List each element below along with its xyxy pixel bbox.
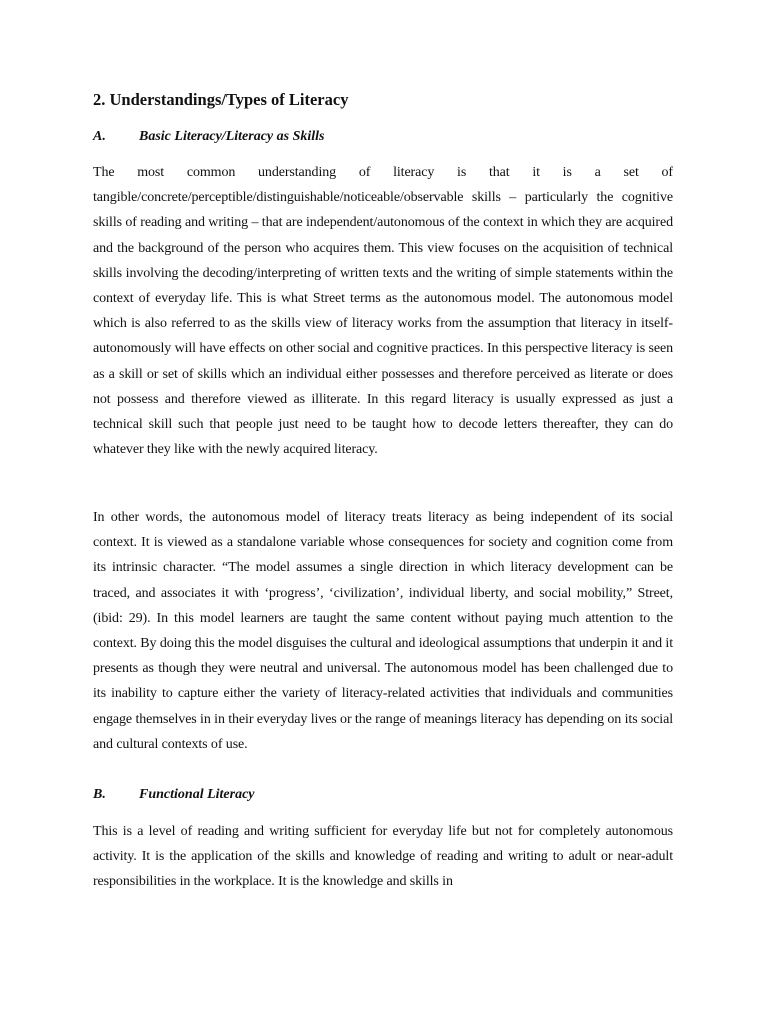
paragraph-basic-literacy: The most common understanding of literacy is that it is a set of tangible/concrete/perceptible/distinguishable/noticeable/observable skills – particularly the cognitive skills of reading and writing – that are independent/autonomous of the context in which they are acquired and the background of the person who acquires them. This view focuses on the acquisition of technical skills involving the decoding/interpreting of written texts and the writing of simple statements within the context of everyday life. This is what Street terms as the autonomous model. The autonomous model which is also referred to as the skills view of literacy works from the assumption that literacy in itself- autonomously will have effects on other social and cognitive practices. In this perspective literacy is seen as a skill or set of skills which an individual either possesses and therefore perceived as literate or does not possess and therefore viewed as illiterate. In this regard literacy is usually expressed as just a technical skill such that people just need to be taught how to decode letters thereafter, they can do whatever they like with the newly acquired literacy. [93,165,673,458]
subsection-title-a: Basic Literacy/Literacy as Skills [139,129,325,144]
subsection-heading-b [93,787,255,803]
subsection-letter-b: B. [93,787,106,802]
paragraph-autonomous-model: In other words, the autonomous model of literacy treats literacy as being independent of its social context. It is viewed as a standalone variable whose consequences for society and cognition come from its intrinsic character. “The model assumes a single direction in which literacy development can be traced, and associates it with ‘progress’, ‘civilization’, individual liberty, and social mobility,” Street, (ibid: 29). In this model learners are taught the same content without paying much attention to the context. By doing this the model disguises the cultural and ideological assumptions that underpin it and it presents as though they were neutral and universal. The autonomous model has been challenged due to its inability to capture either the variety of literacy-related activities that individuals and communities engage themselves in in their everyday lives or the range of meanings literacy has depending on its social and cultural contexts of use. [93,510,673,752]
section-heading: 2. Understandings/Types of Literacy [93,90,349,109]
subsection-heading-a [93,129,324,145]
paragraph-functional-literacy: This is a level of reading and writing sufficient for everyday life but not for completely autonomous activity. It is the application of the skills and knowledge of reading and writing to adult or near-adult responsibilities in the workplace. It is the knowledge and skills in [93,824,673,890]
subsection-letter-a: A. [93,129,106,144]
subsection-title-b: Functional Literacy [139,787,255,802]
